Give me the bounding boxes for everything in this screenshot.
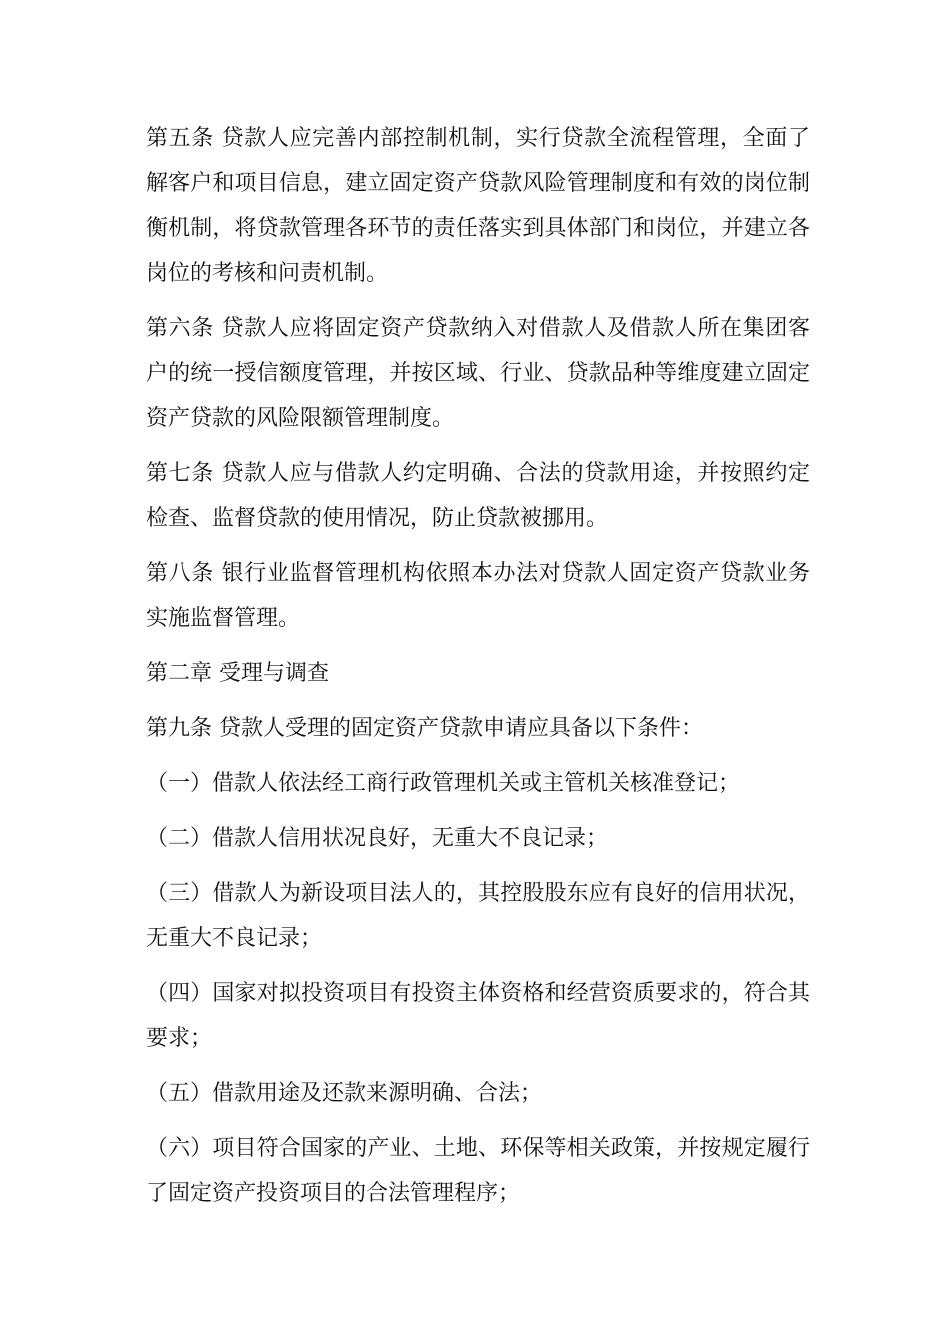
condition-item-5: （五）借款用途及还款来源明确、合法； — [146, 1081, 543, 1106]
article-6: 第六条 贷款人应将固定资产贷款纳入对借款人及借款人所在集团客户的统一授信额度管理，并按区域、行业、贷款品种等维度建立固定资产贷款的风险限额管理制度。 — [146, 316, 810, 431]
condition-item-3: （三）借款人为新设项目法人的，其控股股东应有良好的信用状况，无重大不良记录； — [146, 881, 810, 951]
article-5: 第五条 贷款人应完善内部控制机制，实行贷款全流程管理，全面了解客户和项目信息，建立固定资产贷款风险管理制度和有效的岗位制衡机制，将贷款管理各环节的责任落实到具体部门和岗位，并建立各岗位的考核和问责机制。 — [146, 126, 810, 286]
condition-item-1: （一）借款人依法经工商行政管理机关或主管机关核准登记； — [146, 771, 741, 796]
document-body — [146, 116, 810, 1226]
article-8: 第八条 银行业监督管理机构依照本办法对贷款人固定资产贷款业务实施监督管理。 — [146, 561, 810, 631]
condition-item-4: （四）国家对拟投资项目有投资主体资格和经营资质要求的，符合其要求； — [146, 981, 810, 1051]
article-9: 第九条 贷款人受理的固定资产贷款申请应具备以下条件： — [146, 716, 703, 741]
condition-item-6: （六）项目符合国家的产业、土地、环保等相关政策，并按规定履行了固定资产投资项目的合法管理程序； — [146, 1136, 810, 1206]
condition-item-2: （二）借款人信用状况良好，无重大不良记录； — [146, 826, 609, 851]
chapter-heading: 第二章 受理与调查 — [146, 661, 329, 686]
article-7: 第七条 贷款人应与借款人约定明确、合法的贷款用途，并按照约定检查、监督贷款的使用情况，防止贷款被挪用。 — [146, 461, 810, 531]
